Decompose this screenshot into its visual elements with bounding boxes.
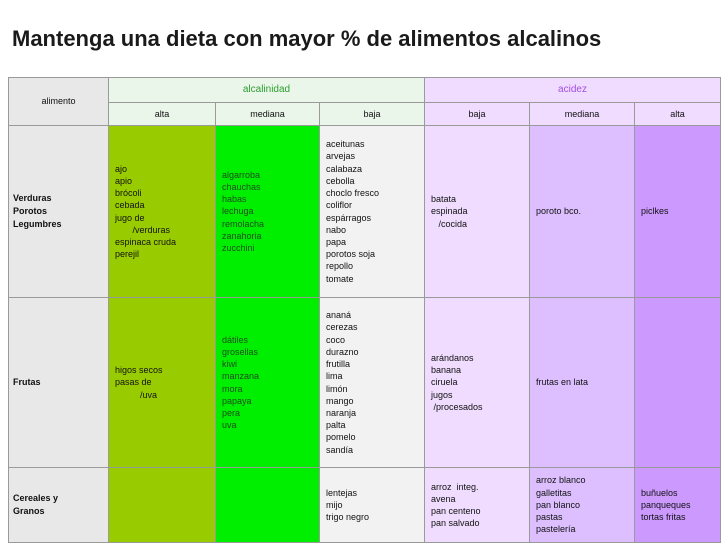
title-bar xyxy=(0,0,728,70)
acida-baja-cell: arroz integ. avena pan centeno pan salvado xyxy=(425,468,530,543)
alcalina-alta-cell: ajo apio brócoli cebada jugo de /verduras espinaca cruda perejil xyxy=(109,126,216,298)
level-header-row xyxy=(9,103,721,126)
alcalina-baja-cell: ananá cerezas coco durazno frutilla lima limón mango naranja palta pomelo sandía xyxy=(320,298,425,468)
food-table xyxy=(8,77,721,543)
alcalina-mediana-header: mediana xyxy=(216,103,320,126)
food-category-cell: Verduras Porotos Legumbres xyxy=(9,126,109,298)
alcalina-baja-cell: aceitunas arvejas calabaza cebolla choclo fresco coliflor espárragos nabo papa porotos soja repollo tomate xyxy=(320,126,425,298)
food-category-cell: Frutas xyxy=(9,298,109,468)
acida-alta-cell: piclkes xyxy=(635,126,721,298)
alimento-header: alimento xyxy=(9,78,109,126)
alcalina-mediana-cell xyxy=(216,468,320,543)
food-category-cell: Cereales y Granos xyxy=(9,468,109,543)
acida-alta-cell: buñuelos panqueques tortas fritas xyxy=(635,468,721,543)
acida-baja-header: baja xyxy=(425,103,530,126)
acida-baja-cell: batata espinada /cocida xyxy=(425,126,530,298)
group-header-row xyxy=(9,78,721,103)
table-row xyxy=(9,298,721,468)
acida-mediana-cell: arroz blanco galletitas pan blanco pastas pastelería xyxy=(530,468,635,543)
alcalina-alta-header: alta xyxy=(109,103,216,126)
alcalina-alta-cell: higos secos pasas de /uva xyxy=(109,298,216,468)
page-title: Mantenga una dieta con mayor % de alimentos alcalinos xyxy=(12,26,602,51)
acida-baja-cell: arándanos banana ciruela jugos /procesados xyxy=(425,298,530,468)
acida-mediana-cell: poroto bco. xyxy=(530,126,635,298)
alcalina-mediana-cell: dátiles grosellas kiwi manzana mora papaya pera uva xyxy=(216,298,320,468)
acida-mediana-cell: frutas en lata xyxy=(530,298,635,468)
alcalinidad-header: alcalinidad xyxy=(109,78,425,103)
alcalina-alta-cell xyxy=(109,468,216,543)
alcalina-baja-cell: lentejas mijo trigo negro xyxy=(320,468,425,543)
alcalina-mediana-cell: algarroba chauchas habas lechuga remolacha zanahoria zucchini xyxy=(216,126,320,298)
acida-alta-header: alta xyxy=(635,103,721,126)
table-row xyxy=(9,126,721,298)
table-row xyxy=(9,468,721,543)
acidez-header: acidez xyxy=(425,78,721,103)
alcalina-baja-header: baja xyxy=(320,103,425,126)
acida-alta-cell xyxy=(635,298,721,468)
acida-mediana-header: mediana xyxy=(530,103,635,126)
